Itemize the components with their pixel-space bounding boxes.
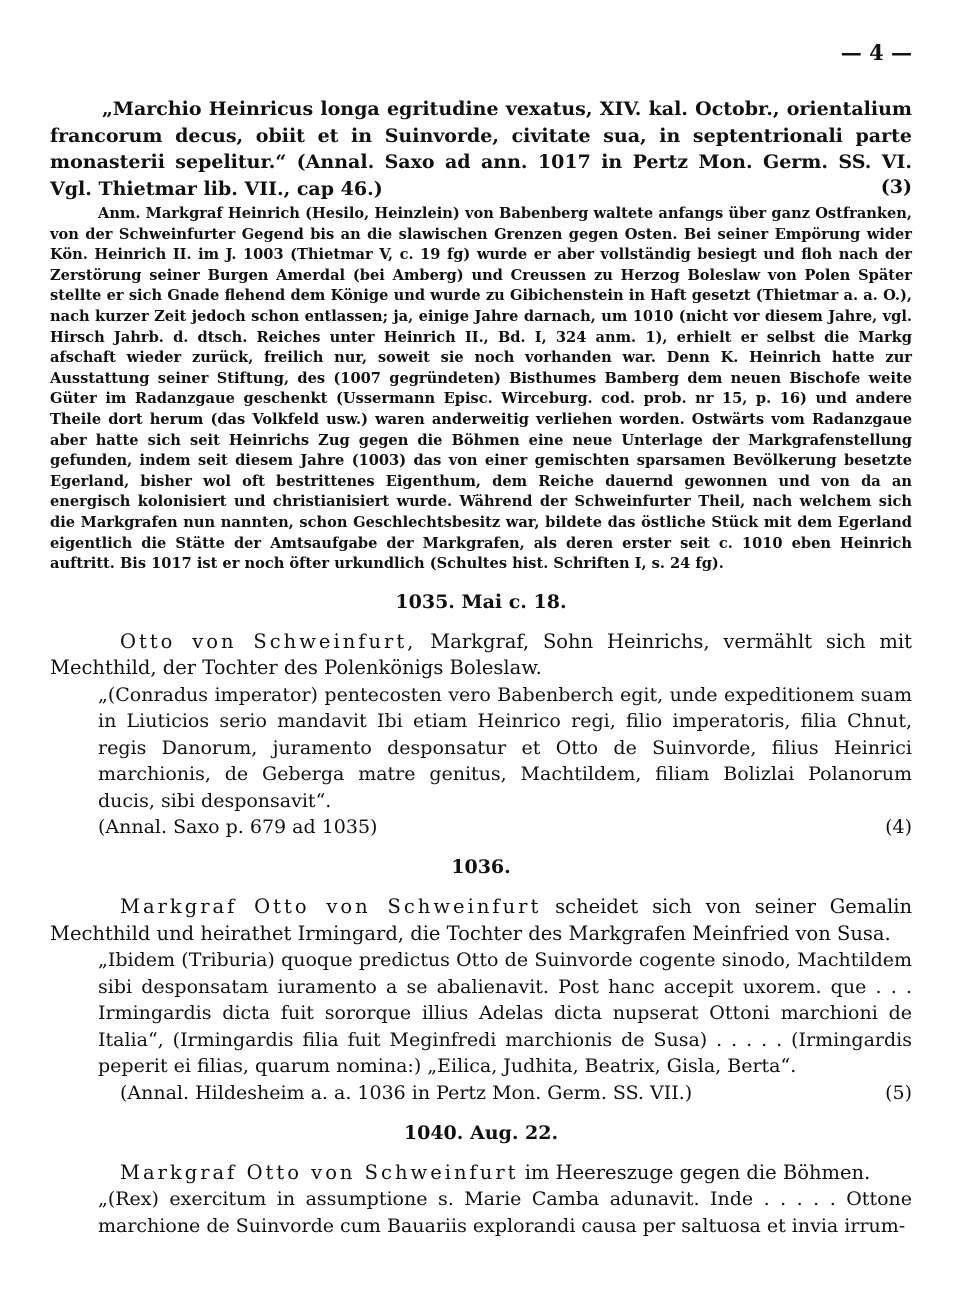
quote-text: „(Conradus imperator) pentecosten vero Babenberch egit, unde expeditionem suam in Liuticios serio mandavit Ibi etiam Heinrico regi, filio imperatoris, filia Chnut, regis Danorum, juramento desponsatur et Otto de Suinvorde, filius Heinrici marchionis, de Geberga matre genitus, Machtildem, filiam Bolizlai Polanorum ducis, sibi desponsavit“.	[98, 683, 912, 812]
rule-name: Markgraf Otto von Schweinfurt	[120, 1160, 519, 1184]
note-number: (3)	[880, 176, 912, 198]
rule-1035	[50, 629, 912, 682]
annotation-text: Anm. Markgraf Heinrich (Hesilo, Heinzlein) von Babenberg waltete anfangs über ganz Ostfranken, von der Schweinfurter Gegend bis an die slawischen Grenzen gegen Osten. Bei seiner Empörung wider Kön. Heinrich II. im J. 1003 (Thietmar V, c. 19 fg) wurde er aber vollständig besiegt und floh nach der Zerstörung seiner Burgen Amerdal (bei Amberg) und Creussen zu Herzog Boleslaw von Polen Später stellte er sich Gnade flehend dem Könige und wurde zu Gibichenstein in Haft gesetzt (Thietmar a. a. O.), nach kurzer Zeit jedoch schon entlassen; ja, einige Jahre darnach, um 1010 (nicht vor diesem Jahre, vgl. Hirsch Jahrb. d. dtsch. Reiches unter Heinrich II., Bd. I, 324 anm. 1), erhielt er selbst die Markg afschaft wieder zurück, freilich nur, soweit sie noch vorhanden war. Denn K. Heinrich hatte zur Ausstattung seiner Stiftung, des (1007 gegründeten) Bisthumes Bamberg dem neuen Bischofe weite Güter im Radanzgaue geschenkt (Ussermann Episc. Wirceburg. cod. prob. nr 15, p. 16) und andere Theile dort herum (das Volkfeld usw.) waren anderweitig verliehen worden. Ostwärts vom Radanzgaue aber hatte sich seit Heinrichs Zug gegen die Böhmen eine neue Unterlage der Markgrafenstellung gefunden, indem seit diesem Jahre (1003) das von einer gemischten sparsamen Bevölkerung besetzte Egerland, bisher wol oft bestrittenes Eigenthum, dem Reiche dauernd gewonnen und von da an energisch kolonisiert und christianisiert wurde. Während der Schweinfurter Theil, nach welchem sich die Markgrafen nun nannten, schon Geschlechtsbesitz war, bildete das östliche Stück mit dem Egerland eigentlich die Stätte der Amtsaufgabe der Markgrafen, als deren erster seit c. 1010 eben Heinrich auftritt. Bis 1017 ist er noch öfter urkundlich (Schultes hist. Schriften I, s. 24 fg).	[50, 205, 912, 573]
quote-text: „Ibidem (Triburia) quoque predictus Otto de Suinvorde cogente sinodo, Machtildem sibi desponsatam iuramento a se abalienavit. Post hanc accepit uxorem. que . . . Irmingardis dicta fuit sororque illius Adelas dicta nupserat Ottoni marchioni de Italia“, (Irmingardis filia fuit Meginfredi marchionis de Susa) . . . . . (Irmingardis peperit ei filias, quarum nomina:) „Eilica, Judhita, Beatrix, Gisla, Berta“.	[98, 949, 912, 1078]
quote-text: „Marchio Heinricus longa egritudine vexatus, XIV. kal. Octobr., orientalium francorum decus, obiit et in Suinvorde, civitate sua, in septentrionali parte monasterii sepelitur.“ (Annal. Saxo ad ann. 1017 in Pertz Mon. Germ. SS. VI. Vgl. Thietmar lib. VII., cap 46.)	[50, 98, 912, 200]
quote-1040	[50, 1186, 912, 1239]
quote-1036	[50, 947, 912, 1080]
note-number: (5)	[885, 1081, 912, 1104]
note-number: (4)	[885, 816, 912, 839]
rule-text: im Heereszuge gegen die Böhmen.	[518, 1160, 871, 1184]
year-heading-1036: 1036.	[451, 856, 511, 879]
annotation	[50, 204, 912, 575]
quote-text: „(Rex) exercitum in assumptione s. Marie Camba adunavit. Inde . . . . . Ottone marchione de Suinvorde cum Bauariis explorandi causa per saltuosa et invia irrum-	[98, 1188, 912, 1237]
citation: (Annal. Hildesheim a. a. 1036 in Pertz Mon. Germ. SS. VII.)	[120, 1081, 693, 1104]
page-number: — 4 —	[840, 40, 912, 65]
quote-1035	[50, 682, 912, 815]
rule-1040	[50, 1160, 912, 1187]
rule-text: scheidet sich von seiner Gemalin Mechthild und heirathet Irmingard, die Tochter des Markgrafen Meinfried von Susa.	[50, 895, 912, 945]
year-heading-1040: 1040. Aug. 22.	[403, 1121, 559, 1144]
rule-text: Markgraf, Sohn Heinrichs, vermählt sich mit Mechthild, der Tochter des Polenkönigs Boleslaw.	[50, 629, 912, 680]
rule-1036	[50, 894, 912, 947]
rule-name: Otto von Schweinfurt,	[120, 629, 417, 653]
rule-name: Markgraf Otto von Schweinfurt	[120, 895, 542, 919]
citation-row-1035	[50, 814, 912, 840]
document-page	[50, 40, 912, 1239]
citation: (Annal. Saxo p. 679 ad 1035)	[98, 816, 378, 839]
citation-row-1036	[50, 1080, 912, 1106]
year-heading-1035: 1035. Mai c. 18.	[395, 590, 567, 613]
